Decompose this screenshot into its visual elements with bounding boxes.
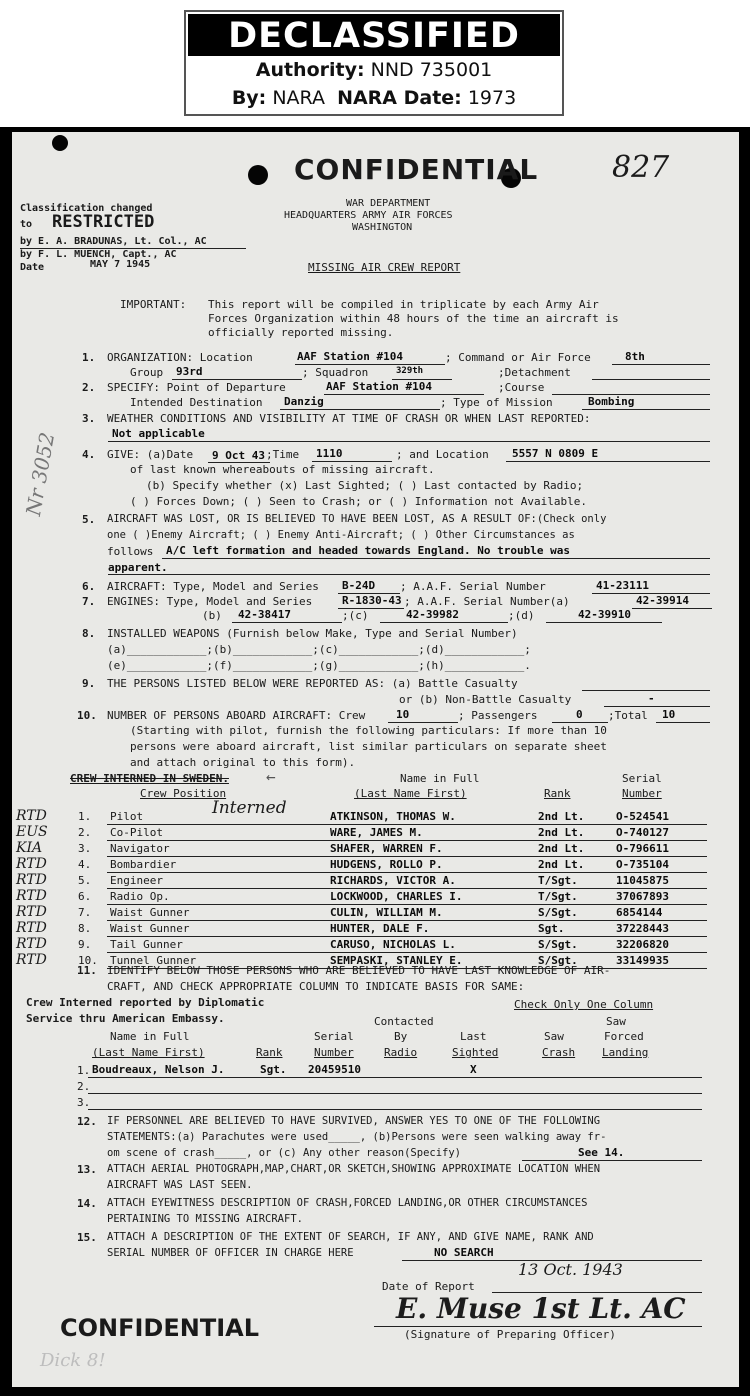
item3-num: 3.: [82, 412, 96, 425]
crew-status: RTD: [16, 952, 47, 968]
item13-line2: AIRCRAFT WAS LAST SEEN.: [107, 1179, 253, 1191]
item11-h-contacted1: Contacted: [374, 1015, 434, 1028]
stamp-by-line: [186, 84, 562, 112]
class-change-date: MAY 7 1945: [90, 259, 151, 270]
item1-detachment-label: ;Detachment: [498, 366, 571, 379]
crew-header-serial2: Number: [622, 787, 662, 800]
date-of-report-label: Date of Report: [382, 1280, 475, 1293]
form-title: MISSING AIR CREW REPORT: [308, 261, 461, 274]
crew-status: RTD: [16, 808, 47, 824]
crew-serial: O-735104: [616, 858, 669, 871]
crew-position: Tail Gunner: [110, 938, 183, 951]
crew-row-num: 1.: [78, 810, 92, 823]
crew-rank: T/Sgt.: [538, 890, 578, 903]
item5-value2: apparent.: [108, 561, 168, 574]
item7-type: R-1830-43: [342, 594, 402, 607]
class-change-line3: by E. A. BRADUNAS, Lt. Col., AC: [20, 236, 207, 247]
item7-label: ENGINES: Type, Model and Series: [107, 595, 313, 608]
crew-row-rule: [107, 952, 707, 953]
crew-header-serial1: Serial: [622, 772, 662, 785]
crew-row-num: 5.: [78, 874, 92, 887]
item2-destination-line: [280, 409, 440, 410]
scanned-document: [0, 127, 750, 1396]
item15-line2: SERIAL NUMBER OF OFFICER IN CHARGE HERE: [107, 1247, 354, 1259]
item2-departure-line: [324, 394, 484, 395]
crew-header-name1: Name in Full: [400, 772, 480, 785]
crew-row-rule: [107, 824, 707, 825]
crew-row-rule: [107, 920, 707, 921]
crew-serial: 37228443: [616, 922, 669, 935]
crew-position: Pilot: [110, 810, 144, 823]
side-note: Nr 3052: [21, 430, 60, 518]
crew-row-rule: [107, 840, 707, 841]
item3-line: [108, 441, 710, 442]
item11-row1-last-sighted-mark: X: [470, 1063, 477, 1076]
crew-name: SHAFER, WARREN F.: [330, 842, 443, 855]
crew-row-rule: [107, 888, 707, 889]
item2-destination-label: Intended Destination: [130, 396, 263, 409]
item7-serial-label: ; A.A.F. Serial Number(a): [404, 595, 570, 608]
item9-non-battle-label: or (b) Non-Battle Casualty: [399, 693, 572, 706]
item13-line1: ATTACH AERIAL PHOTOGRAPH,MAP,CHART,OR SKETCH,SHOWING APPROXIMATE LOCATION WHEN: [107, 1163, 601, 1175]
item2-course-label: ;Course: [498, 381, 545, 394]
crew-serial: O-740127: [616, 826, 669, 839]
item6-label: AIRCRAFT: Type, Model and Series: [107, 580, 319, 593]
item4-specify: (b) Specify whether (x) Last Sighted; ( ) Last contacted by Radio;: [146, 479, 584, 492]
item10-instructions2: persons were aboard aircraft, list similar particulars on separate sheet: [130, 740, 607, 753]
item10-num: 10.: [77, 709, 97, 722]
stamp-authority-line: [186, 56, 562, 84]
item12-line3: om scene of crash_____, or (c) Any other reason(Specify): [107, 1147, 462, 1159]
item11-h-contacted2: By: [394, 1030, 408, 1043]
item11-h-last2: Sighted: [452, 1046, 499, 1059]
crew-name: HUDGENS, ROLLO P.: [330, 858, 443, 871]
crew-serial: 37067893: [616, 890, 669, 903]
dept-title: WAR DEPARTMENT: [346, 198, 431, 209]
item11-h-rank: Rank: [256, 1046, 283, 1059]
item10-passengers: 0: [576, 708, 583, 721]
item8-num: 8.: [82, 627, 96, 640]
crew-header-name2: (Last Name First): [354, 787, 467, 800]
item12-line2: STATEMENTS:(a) Parachutes were used_____, (b)Persons were seen walking away fr-: [107, 1131, 607, 1143]
item1-command-line: [612, 364, 710, 365]
item5-label: AIRCRAFT WAS LOST, OR IS BELIEVED TO HAVE BEEN LOST, AS A RESULT OF:(Check only: [107, 513, 607, 525]
item2-label: SPECIFY: Point of Departure: [107, 381, 286, 394]
crew-status: KIA: [16, 840, 43, 856]
footer-classification: CONFIDENTIAL: [60, 1314, 259, 1342]
item4-options: ( ) Forces Down; ( ) Seen to Crash; or ( ) Information not Available.: [130, 495, 587, 508]
item7-b-label: (b): [202, 609, 222, 622]
item7-serial-d: 42-39910: [578, 608, 631, 621]
item5-options: one ( )Enemy Aircraft; ( ) Enemy Anti-Aircraft; ( ) Other Circumstances as: [107, 529, 575, 541]
item11-row1-num: 1.: [77, 1064, 91, 1077]
item7-num: 7.: [82, 595, 96, 608]
crew-serial: 11045875: [616, 874, 669, 887]
crew-serial: 32206820: [616, 938, 669, 951]
crew-position: Waist Gunner: [110, 906, 190, 919]
item2-mission-label: ; Type of Mission: [440, 396, 553, 409]
crew-rank: 2nd Lt.: [538, 826, 585, 839]
item11-note1: Crew Interned reported by Diplomatic: [26, 996, 265, 1009]
item7-serial-b-line: [232, 622, 342, 623]
stamp-authority-value: NND 735001: [370, 59, 493, 81]
declassified-stamp: [184, 10, 564, 116]
item1-squadron-label: ; Squadron: [302, 366, 369, 379]
crew-status: RTD: [16, 872, 47, 888]
crew-rank: S/Sgt.: [538, 938, 578, 951]
item5-value1: A/C left formation and headed towards England. No trouble was: [166, 544, 570, 557]
crew-position: Tunnel Gunner: [110, 954, 197, 967]
item11-h-saw1: Saw: [544, 1030, 564, 1043]
crew-header-rank: Rank: [544, 787, 571, 800]
item6-type: B-24D: [342, 579, 376, 592]
report-sheet: [12, 132, 739, 1387]
item4-location-label: ; and Location: [396, 448, 489, 461]
crew-rank: 2nd Lt.: [538, 810, 585, 823]
crew-position: Bombardier: [110, 858, 177, 871]
important-line2: Forces Organization within 48 hours of the time an aircraft is: [208, 312, 619, 325]
item2-departure: AAF Station #104: [326, 380, 432, 393]
item1-group: 93rd: [176, 365, 203, 378]
item7-d-label: ;(d): [508, 609, 535, 622]
item11-h-forced3: Landing: [602, 1046, 649, 1059]
item11-h-last1: Last: [460, 1030, 487, 1043]
crew-row-rule: [107, 936, 707, 937]
stamp-date-label: NARA Date:: [337, 87, 462, 109]
crew-row-num: 7.: [78, 906, 92, 919]
item9-non-battle-value: -: [648, 692, 655, 705]
crew-position: Waist Gunner: [110, 922, 190, 935]
stamp-title: DECLASSIFIED: [188, 14, 560, 56]
item11-h-forced1: Saw: [606, 1015, 626, 1028]
item1-command: 8th: [625, 350, 645, 363]
crew-rank: 2nd Lt.: [538, 858, 585, 871]
item4-num: 4.: [82, 448, 96, 461]
class-change-line4: by F. L. MUENCH, Capt., AC: [20, 249, 177, 260]
item11-h-name1: Name in Full: [110, 1030, 190, 1043]
class-change-to: to: [20, 219, 33, 230]
item11-check-one: Check Only One Column: [514, 998, 654, 1011]
item11-num: 11.: [77, 964, 97, 977]
item7-serial-a-line: [632, 608, 712, 609]
important-label: IMPORTANT:: [120, 298, 187, 311]
item15-num: 15.: [77, 1231, 97, 1244]
item7-serial-c-line: [380, 622, 508, 623]
item2-mission: Bombing: [588, 395, 635, 408]
item5-follows-label: follows: [107, 545, 154, 558]
crew-rank: Sgt.: [538, 922, 565, 935]
item10-crew: 10: [396, 708, 410, 721]
item11-row1-name: Boudreaux, Nelson J.: [92, 1063, 225, 1076]
item7-serial-d-line: [546, 622, 662, 623]
item5-line2: [108, 574, 710, 575]
item7-c-label: ;(c): [342, 609, 369, 622]
crew-rank: S/Sgt.: [538, 954, 578, 967]
item4-date: 9 Oct 43: [212, 449, 265, 462]
item11-row3-line: [88, 1109, 702, 1110]
item11-h-forced2: Forced: [604, 1030, 644, 1043]
item1-squadron: 329th: [396, 366, 424, 376]
item10-passengers-label: ; Passengers: [458, 709, 538, 722]
crew-status: EUS: [16, 824, 48, 840]
crew-position: Navigator: [110, 842, 170, 855]
item4-time-line: [312, 461, 392, 462]
crew-name: WARE, JAMES M.: [330, 826, 423, 839]
crew-row-rule: [107, 856, 707, 857]
item12-num: 12.: [77, 1115, 97, 1128]
item9-non-battle-line: [604, 706, 710, 707]
crew-status: RTD: [16, 904, 47, 920]
punch-hole-top: [52, 135, 68, 151]
signature-label: (Signature of Preparing Officer): [404, 1328, 616, 1341]
crew-header-position: Crew Position: [140, 787, 227, 800]
item13-num: 13.: [77, 1163, 97, 1176]
important-line1: This report will be compiled in triplicate by each Army Air: [208, 298, 599, 311]
crew-serial: O-796611: [616, 842, 669, 855]
item7-serial-b: 42-38417: [238, 608, 291, 621]
item11-line1: IDENTIFY BELOW THOSE PERSONS WHO ARE BELIEVED TO HAVE LAST KNOWLEDGE OF AIR-: [107, 964, 611, 977]
crew-status: RTD: [16, 888, 47, 904]
item6-num: 6.: [82, 580, 96, 593]
item11-h-serial1: Serial: [314, 1030, 354, 1043]
crew-position: Radio Op.: [110, 890, 170, 903]
item12-line: [522, 1160, 702, 1161]
item11-row3-num: 3.: [77, 1096, 91, 1109]
item1-num: 1.: [82, 351, 96, 364]
item11-row2-num: 2.: [77, 1080, 91, 1093]
item1-detachment-line: [592, 379, 710, 380]
crew-interned-note: CREW INTERNED IN SWEDEN.: [70, 772, 229, 785]
classification-header: CONFIDENTIAL: [294, 153, 539, 186]
crew-name: SEMPASKI, STANLEY E.: [330, 954, 463, 967]
item1-location: AAF Station #104: [297, 350, 403, 363]
crew-status: RTD: [16, 920, 47, 936]
item11-h-name2: (Last Name First): [92, 1046, 205, 1059]
item4-location: 5557 N 0809 E: [512, 447, 599, 460]
item4-date-label: GIVE: (a)Date: [107, 448, 194, 461]
item2-mission-line: [582, 409, 710, 410]
crew-row-num: 6.: [78, 890, 92, 903]
crew-rank: T/Sgt.: [538, 874, 578, 887]
item7-serial-c: 42-39982: [406, 608, 459, 621]
item1-label: ORGANIZATION: Location: [107, 351, 253, 364]
item2-num: 2.: [82, 381, 96, 394]
item1-group-line: [172, 379, 302, 380]
crew-rank: S/Sgt.: [538, 906, 578, 919]
crew-serial: O-524541: [616, 810, 669, 823]
item11-h-serial2: Number: [314, 1046, 354, 1059]
item9-num: 9.: [82, 677, 96, 690]
item1-command-label: ; Command or Air Force: [445, 351, 591, 364]
item11-row1-line: [88, 1077, 702, 1078]
item10-instructions3: and attach original to this form).: [130, 756, 356, 769]
item10-total-label: ;Total: [608, 709, 648, 722]
item11-h-contacted3: Radio: [384, 1046, 418, 1059]
crew-row-num: 4.: [78, 858, 92, 871]
interned-handwritten: Interned: [212, 798, 287, 818]
stamp-authority-label: Authority:: [255, 59, 365, 81]
item11-h-saw2: Crash: [542, 1046, 576, 1059]
item14-num: 14.: [77, 1197, 97, 1210]
item10-label: NUMBER OF PERSONS ABOARD AIRCRAFT: Crew: [107, 709, 366, 722]
item6-serial-label: ; A.A.F. Serial Number: [400, 580, 546, 593]
item8-row2: (e)____________;(f)____________;(g)____________;(h)____________.: [107, 659, 531, 672]
signature-line: [374, 1326, 702, 1327]
crew-status: RTD: [16, 936, 47, 952]
item11-note2: Service thru American Embassy.: [26, 1012, 225, 1025]
crew-position: Co-Pilot: [110, 826, 163, 839]
stamp-by-label: By:: [231, 87, 267, 109]
crew-row-num: 2.: [78, 826, 92, 839]
item7-serial-a: 42-39914: [636, 594, 689, 607]
crew-row-num: 10.: [78, 954, 98, 967]
item10-instructions1: (Starting with pilot, furnish the following particulars: If more than 10: [130, 724, 607, 737]
crew-serial: 6854144: [616, 906, 663, 919]
item12-line1: IF PERSONNEL ARE BELIEVED TO HAVE SURVIVED, ANSWER YES TO ONE OF THE FOLLOWING: [107, 1115, 601, 1127]
handwritten-number: 827: [612, 150, 670, 185]
item3-label: WEATHER CONDITIONS AND VISIBILITY AT TIME OF CRASH OR WHEN LAST REPORTED:: [107, 412, 591, 425]
item11-row2-line: [88, 1093, 702, 1094]
item4-time: 1110: [316, 447, 343, 460]
item10-crew-line: [388, 722, 458, 723]
class-change-date-label: Date: [20, 262, 45, 273]
crew-row-num: 3.: [78, 842, 92, 855]
crew-rank: 2nd Lt.: [538, 842, 585, 855]
item4-location-line: [506, 461, 710, 462]
item2-destination: Danzig: [284, 395, 324, 408]
crew-row-num: 9.: [78, 938, 92, 951]
item9-label: THE PERSONS LISTED BELOW WERE REPORTED AS: (a) Battle Casualty: [107, 677, 518, 690]
item5-num: 5.: [82, 513, 96, 526]
officer-signature: E. Muse 1st Lt. AC: [396, 1292, 686, 1325]
city-title: WASHINGTON: [352, 222, 413, 233]
item11-row1-rank: Sgt.: [260, 1063, 287, 1076]
item14-line2: PERTAINING TO MISSING AIRCRAFT.: [107, 1213, 303, 1225]
crew-name: LOCKWOOD, CHARLES I.: [330, 890, 463, 903]
item15-value: NO SEARCH: [434, 1246, 494, 1259]
item10-total: 10: [662, 708, 676, 721]
crew-row-num: 8.: [78, 922, 92, 935]
item15-line1: ATTACH A DESCRIPTION OF THE EXTENT OF SEARCH, IF ANY, AND GIVE NAME, RANK AND: [107, 1231, 594, 1243]
stamp-by-value: NARA: [272, 87, 325, 109]
item3-value: Not applicable: [112, 427, 205, 440]
item10-passengers-line: [552, 722, 608, 723]
item4-time-label: ;Time: [266, 448, 300, 461]
crew-row-rule: [107, 872, 707, 873]
crew-position: Engineer: [110, 874, 163, 887]
item10-total-line: [656, 722, 710, 723]
item6-serial: 41-23111: [596, 579, 649, 592]
crew-row-rule: [107, 904, 707, 905]
item5-line1: [162, 558, 710, 559]
class-change-restricted: RESTRICTED: [52, 212, 155, 232]
item14-line1: ATTACH EYEWITNESS DESCRIPTION OF CRASH,FORCED LANDING,OR OTHER CIRCUMSTANCES: [107, 1197, 588, 1209]
item8-label: INSTALLED WEAPONS (Furnish below Make, Type and Serial Number): [107, 627, 518, 640]
punch-hole-left: [248, 165, 268, 185]
class-change-line1: Classification changed: [20, 203, 153, 214]
crew-serial: 33149935: [616, 954, 669, 967]
item12-value: See 14.: [578, 1146, 625, 1159]
item1-group-label: Group: [130, 366, 164, 379]
item11-row1-serial: 20459510: [308, 1063, 361, 1076]
footer-handwritten-note: Dick 8!: [40, 1350, 106, 1371]
crew-status: RTD: [16, 856, 47, 872]
item9-battle-line: [582, 690, 710, 691]
crew-name: CULIN, WILLIAM M.: [330, 906, 443, 919]
crew-name: HUNTER, DALE F.: [330, 922, 430, 935]
item8-row1: (a)____________;(b)____________;(c)____________;(d)____________;: [107, 643, 531, 656]
arrow-icon: ←: [266, 767, 276, 786]
class-change-rule: [20, 248, 246, 249]
date-of-report-value: 13 Oct. 1943: [518, 1260, 623, 1279]
item4-whereabouts: of last known whereabouts of missing aircraft.: [130, 463, 435, 476]
crew-name: ATKINSON, THOMAS W.: [330, 810, 456, 823]
crew-name: CARUSO, NICHOLAS L.: [330, 938, 456, 951]
important-line3: officially reported missing.: [208, 326, 394, 339]
crew-name: RICHARDS, VICTOR A.: [330, 874, 456, 887]
stamp-date-value: 1973: [467, 87, 517, 109]
hq-title: HEADQUARTERS ARMY AIR FORCES: [284, 210, 453, 221]
item11-line2: CRAFT, AND CHECK APPROPRIATE COLUMN TO INDICATE BASIS FOR SAME:: [107, 980, 525, 993]
